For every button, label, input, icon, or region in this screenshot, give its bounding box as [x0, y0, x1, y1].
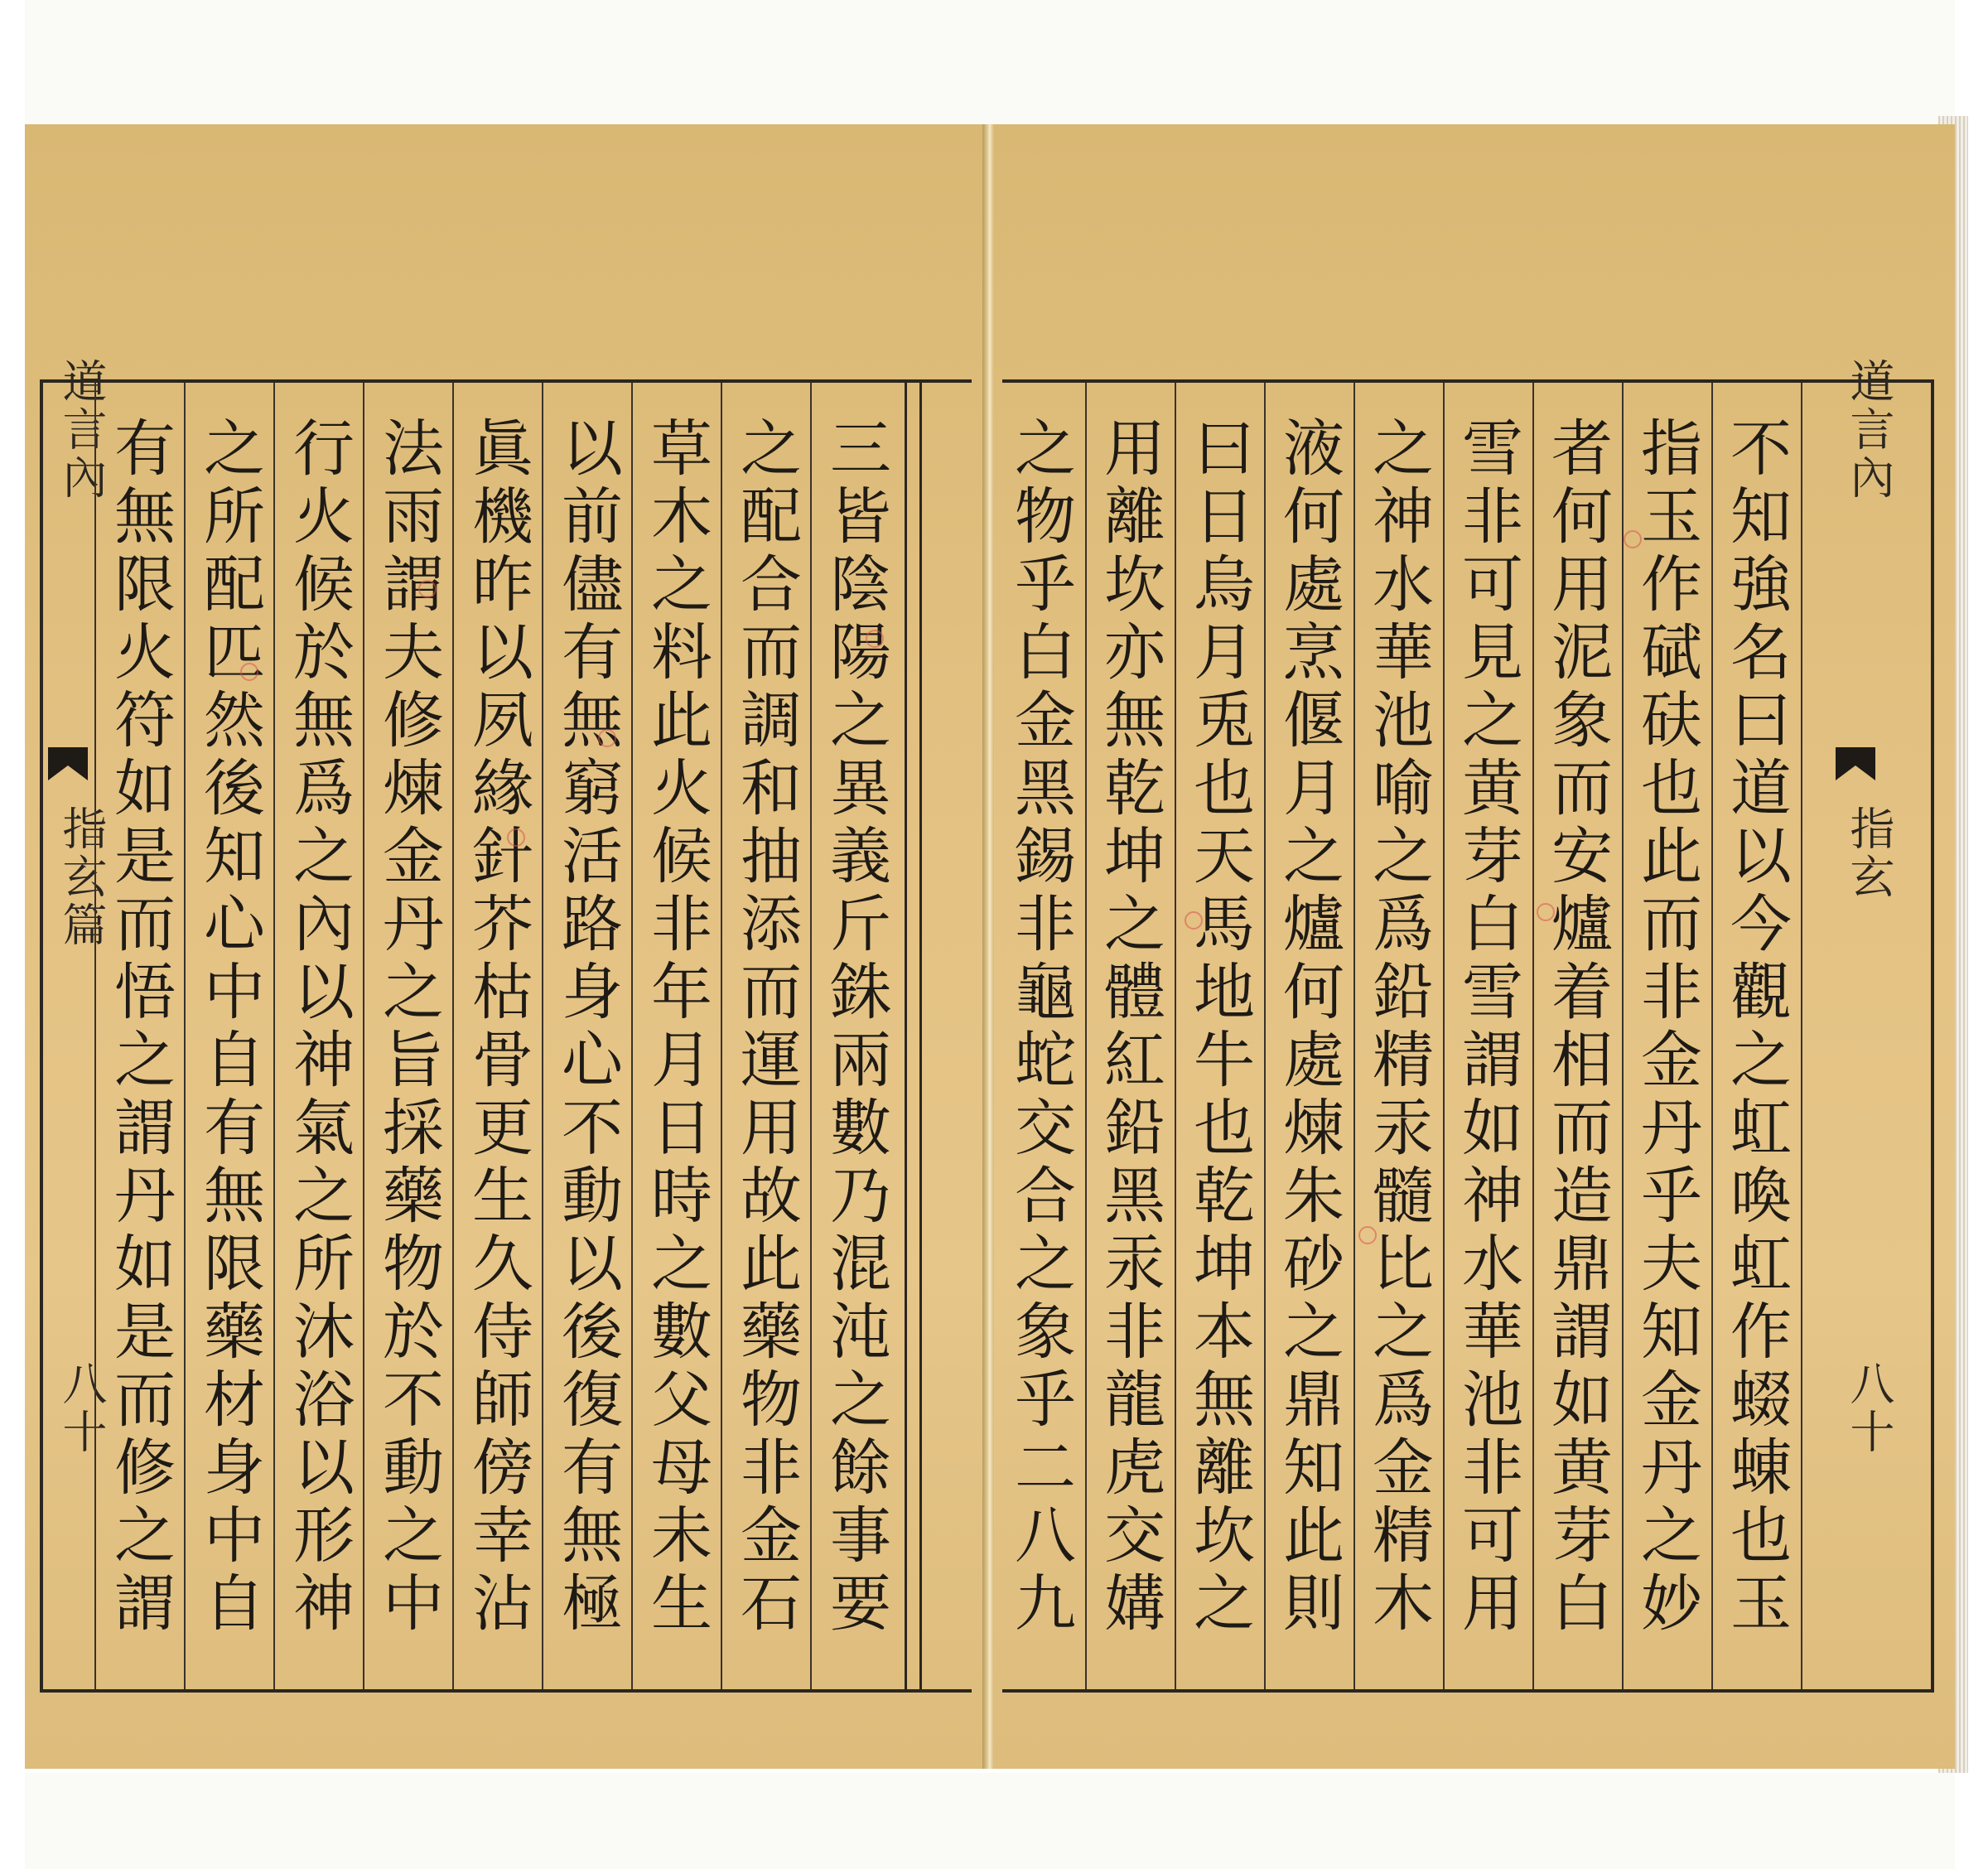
column-rule [631, 383, 633, 1689]
red-punctuation-mark [1537, 903, 1555, 921]
column-rule [542, 383, 543, 1689]
column-rule [452, 383, 454, 1689]
top-blank-margin [25, 0, 1955, 124]
column-rule [1443, 383, 1445, 1689]
column-rule [1085, 383, 1087, 1689]
text-column-2: 指玉作碔砆也此而非金丹乎夫知金丹之妙 [1631, 416, 1702, 1639]
column-rule [1711, 383, 1713, 1689]
column-rule [1353, 383, 1355, 1689]
text-column-7: 曰日烏月兎也天馬地牛也乾坤本無離坎之 [1184, 416, 1255, 1639]
red-punctuation-mark [1624, 530, 1642, 548]
center-strip-folio: 八十 [1843, 1360, 1895, 1456]
red-punctuation-mark [866, 630, 884, 648]
fishtail-mark [1836, 747, 1875, 780]
text-column-1: 三皆陰陽之異義斤銖兩數乃混沌之餘事要 [820, 416, 891, 1639]
column-rule [184, 383, 186, 1689]
bottom-blank-margin [25, 1773, 1955, 1869]
left-page-frame [40, 358, 972, 1693]
text-column-5: 眞機昨以夙緣針芥枯骨更生久侍師傍幸沾 [462, 416, 533, 1639]
column-rule [1622, 383, 1624, 1689]
center-strip-section: 指玄篇 [55, 805, 108, 949]
text-column-4: 雪非可見之黄芽白雪謂如神水華池非可用 [1452, 416, 1523, 1639]
right-center-strip [1831, 358, 1895, 1689]
text-column-6: 法雨謂夫修煉金丹之旨採藥物於不動之中 [373, 416, 444, 1639]
text-column-3: 者何用泥象而安爐着相而造鼎謂如黄芽白 [1542, 416, 1613, 1639]
text-column-2: 之配合而調和抽添而運用故此藥物非金石 [731, 416, 802, 1639]
text-column-8: 用離坎亦無乾坤之體紅鉛黑汞非龍虎交媾 [1094, 416, 1165, 1639]
text-column-9: 有無限火符如是而悟之謂丹如是而修之謂 [104, 416, 176, 1639]
text-column-1: 不知強名曰道以今觀之虹喚虹作蝃蝀也玉 [1720, 416, 1792, 1639]
column-rule [721, 383, 722, 1689]
column-rule [94, 383, 96, 1689]
column-rule [810, 383, 812, 1689]
column-rule [363, 383, 364, 1689]
red-punctuation-mark [1358, 1226, 1377, 1244]
red-punctuation-mark [240, 663, 258, 681]
text-column-4: 以前儘有無窮活路身心不動以後復有無極 [552, 416, 623, 1639]
fishtail-mark [48, 747, 88, 780]
frame-double-line [919, 383, 922, 1689]
center-strip-title: 道言內 [55, 358, 108, 502]
text-column-8: 之所配匹然後知心中自有無限藥材身中自 [194, 416, 265, 1639]
text-column-5: 之神水華池喻之爲鉛精汞髓比之爲金精木 [1363, 416, 1434, 1639]
center-strip-section: 指玄 [1843, 805, 1895, 901]
red-punctuation-mark [1185, 911, 1203, 930]
column-rule [1801, 383, 1802, 1689]
text-column-3: 草木之料此火候非年月日時之數父母未生 [641, 416, 712, 1639]
center-strip-title: 道言內 [1843, 358, 1895, 502]
column-rule [1264, 383, 1266, 1689]
text-column-6: 液何處烹偃月之爐何處煉朱砂之鼎知此則 [1273, 416, 1344, 1639]
column-rule [273, 383, 275, 1689]
red-punctuation-mark [418, 580, 437, 598]
column-rule [1532, 383, 1534, 1689]
red-punctuation-mark [507, 828, 525, 847]
text-column-9: 之物乎白金黑錫非龜蛇交合之象乎二八九 [1005, 416, 1076, 1639]
column-rule [1175, 383, 1176, 1689]
red-punctuation-mark [598, 729, 616, 747]
right-page-frame [1002, 358, 1934, 1693]
text-column-7: 行火候於無爲之內以神氣之所沐浴以形神 [283, 416, 355, 1639]
frame-double-line [905, 383, 907, 1689]
left-center-strip [43, 358, 108, 1689]
center-strip-folio: 八十 [55, 1360, 108, 1456]
